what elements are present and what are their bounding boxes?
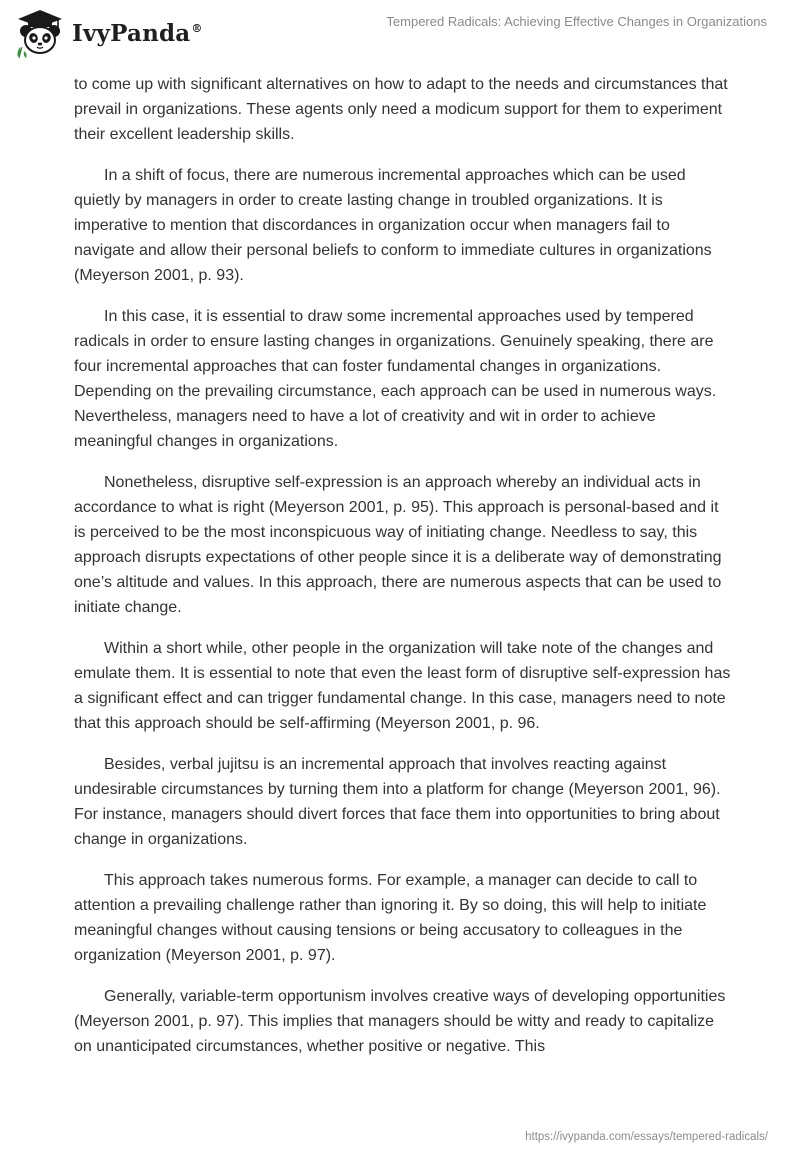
brand-name [72, 20, 203, 47]
paragraph-1: to come up with significant alternatives on how to adapt to the needs and circumstances that prevail in organizations. These agents only need a modicum support for them to experiment their excellent leadership skills. [74, 76, 728, 143]
essay-body [74, 72, 734, 1075]
page-header [0, 0, 800, 70]
ivypanda-logo[interactable] [14, 7, 214, 59]
paragraph-5: Within a short while, other people in the organization will take note of the changes and emulate them. It is essential to note that even the least form of disruptive self-expression has a significant effect and can trigger fundamental change. In this case, managers need to note that this approach should be self-affirming (Meyerson 2001, p. 96. [74, 640, 731, 732]
paragraph-7: This approach takes numerous forms. For example, a manager can decide to call to attention a prevailing challenge rather than ignoring it. By so doing, this will help to initiate meaningful changes without causing tensions or being accusatory to colleagues in the organization (Meyerson 2001, p. 97). [74, 872, 707, 964]
document-title: Tempered Radicals: Achieving Effective Changes in Organizations [386, 14, 767, 29]
paragraph-4: Nonetheless, disruptive self-expression is an approach whereby an individual acts in accordance to what is right (Meyerson 2001, p. 95). This approach is personal-based and it is perceived to be the most inconspicuous way of initiating change. Needless to say, this approach disrupts expectations of other people since it is a deliberate way of demonstrating one’s altitude and values. In this approach, there are numerous aspects that can be used to initiate change. [74, 474, 722, 616]
panda-graduation-cap-icon [14, 7, 66, 59]
registered-mark: ® [191, 21, 203, 35]
brand-name-text: IvyPanda [72, 19, 191, 47]
source-url[interactable]: https://ivypanda.com/essays/tempered-radicals/ [525, 1131, 768, 1143]
paragraph-6: Besides, verbal jujitsu is an incremental approach that involves reacting against undesirable circumstances by turning them into a platform for change (Meyerson 2001, 96). For instance, managers should divert forces that face them into opportunities to bring about change in organizations. [74, 756, 721, 848]
paragraph-2: In a shift of focus, there are numerous incremental approaches which can be used quietly by managers in order to create lasting change in troubled organizations. It is imperative to mention that discordances in organization occur when managers fail to navigate and allow their personal beliefs to conform to immediate cultures in organizations (Meyerson 2001, p. 93). [74, 167, 712, 284]
paragraph-8: Generally, variable-term opportunism involves creative ways of developing opportunities (Meyerson 2001, p. 97). This implies that managers should be witty and ready to capitalize on unanticipated circumstances, whether positive or negative. This [74, 988, 726, 1055]
paragraph-3: In this case, it is essential to draw some incremental approaches used by tempered radicals in order to ensure lasting changes in organizations. Genuinely speaking, there are four incremental approaches that can foster fundamental changes in organizations. Depending on the prevailing circumstance, each approach can be used in numerous ways. Nevertheless, managers need to have a lot of creativity and wit in order to achieve meaningful changes in organizations. [74, 308, 717, 450]
